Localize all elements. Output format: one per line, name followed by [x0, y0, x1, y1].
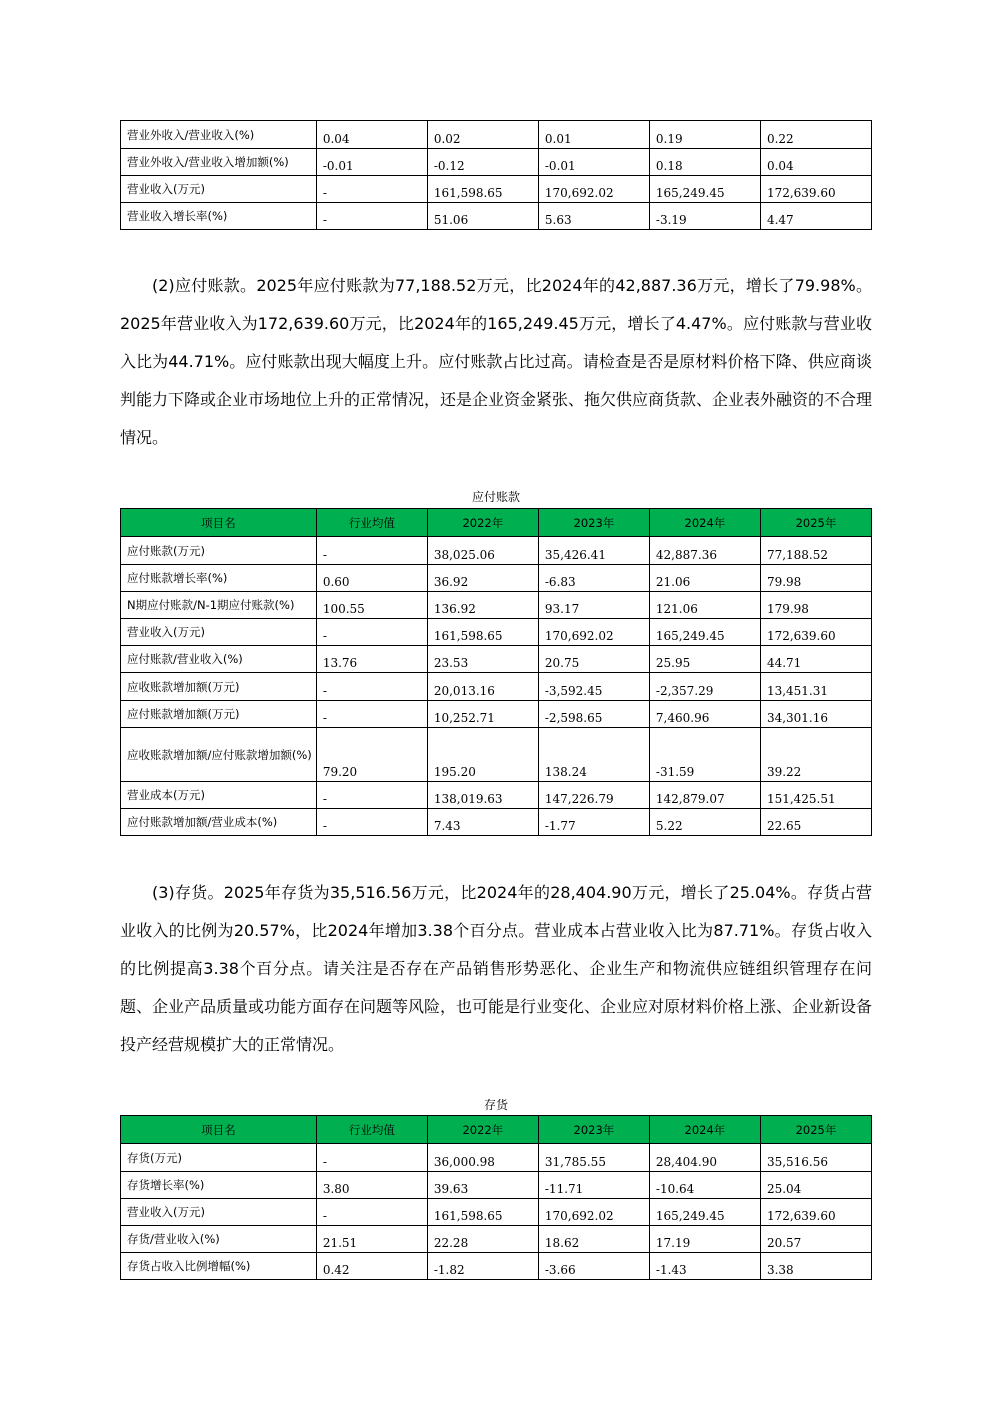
- table-cell: 172,639.60: [760, 176, 871, 203]
- table-row: [121, 728, 872, 782]
- table-cell: -31.59: [649, 728, 760, 782]
- table-row: [121, 565, 872, 592]
- table-cell: 79.98: [760, 565, 871, 592]
- table-cell: 161,598.65: [427, 176, 538, 203]
- table-cell: 13.76: [316, 646, 427, 673]
- column-header: 2023年: [538, 509, 649, 537]
- table-cell: 22.28: [427, 1226, 538, 1253]
- table-cell: -0.01: [538, 149, 649, 176]
- row-label: 应付账款增加额/营业成本(%): [121, 809, 317, 836]
- row-label: 营业外收入/营业收入(%): [121, 121, 317, 149]
- inventory-table-caption: 存货: [483, 1098, 508, 1112]
- table-cell: -10.64: [649, 1172, 760, 1199]
- row-label: 营业外收入/营业收入增加额(%): [121, 149, 317, 176]
- table-cell: 0.18: [649, 149, 760, 176]
- table-cell: 21.06: [649, 565, 760, 592]
- table-cell: 195.20: [427, 728, 538, 782]
- table-cell: 38,025.06: [427, 537, 538, 565]
- column-header: 2024年: [649, 509, 760, 537]
- table-cell: 170,692.02: [538, 619, 649, 646]
- table-row: [121, 701, 872, 728]
- section-3-paragraph: (3)存货。2025年存货为35,516.56万元，比2024年的28,404.90万元，增长了25.04%。存货占营业收入的比例为20.57%，比2024年增加3.38个百分点。营业成本占营业收入比为87.71%。存货占收入的比例提高3.38个百分点。请关注是否存在产品销售形势恶化、企业生产和物流供应链组织管理存在问题、企业产品质量或功能方面存在问题等风险，也可能是行业变化、企业应对原材料价格上涨、企业新设备投产经营规模扩大的正常情况。: [120, 883, 873, 1054]
- row-label: 营业收入增长率(%): [121, 203, 317, 230]
- table-cell: 36.92: [427, 565, 538, 592]
- table-cell: 0.42: [316, 1253, 427, 1280]
- table-cell: 142,879.07: [649, 782, 760, 809]
- table-cell: 7,460.96: [649, 701, 760, 728]
- table-row: [121, 1172, 872, 1199]
- table-cell: 35,516.56: [760, 1144, 871, 1172]
- table-cell: 121.06: [649, 592, 760, 619]
- row-label: 营业收入(万元): [121, 176, 317, 203]
- row-label: N期应付账款/N-1期应付账款(%): [121, 592, 317, 619]
- row-label: 营业收入(万元): [121, 619, 317, 646]
- column-header: 2024年: [649, 1116, 760, 1144]
- table-row: [121, 646, 872, 673]
- table-row: [121, 809, 872, 836]
- table-cell: 20.57: [760, 1226, 871, 1253]
- row-label: 应收账款增加额(万元): [121, 673, 317, 701]
- table-cell: 34,301.16: [760, 701, 871, 728]
- column-header: 行业均值: [316, 1116, 427, 1144]
- table-cell: -3.66: [538, 1253, 649, 1280]
- table-cell: 0.01: [538, 121, 649, 149]
- table-cell: 5.63: [538, 203, 649, 230]
- table-cell: 44.71: [760, 646, 871, 673]
- table-cell: -2,357.29: [649, 673, 760, 701]
- column-header: 2025年: [760, 509, 871, 537]
- table-cell: 0.02: [427, 121, 538, 149]
- table-cell: 138,019.63: [427, 782, 538, 809]
- table-cell: -3.19: [649, 203, 760, 230]
- table-cell: 100.55: [316, 592, 427, 619]
- table-row: [121, 176, 872, 203]
- table-cell: 151,425.51: [760, 782, 871, 809]
- table-cell: -0.01: [316, 149, 427, 176]
- table-cell: 79.20: [316, 728, 427, 782]
- table-row: [121, 673, 872, 701]
- table-cell: 13,451.31: [760, 673, 871, 701]
- table-cell: 0.60: [316, 565, 427, 592]
- table-cell: 172,639.60: [760, 619, 871, 646]
- table-row: [121, 121, 872, 149]
- table-cell: -: [316, 537, 427, 565]
- table-cell: -: [316, 176, 427, 203]
- row-label: 应收账款增加额/应付账款增加额(%): [121, 728, 317, 782]
- table-cell: 165,249.45: [649, 176, 760, 203]
- table-cell: 0.04: [316, 121, 427, 149]
- table-cell: -: [316, 1144, 427, 1172]
- table-cell: 172,639.60: [760, 1199, 871, 1226]
- table-row: [121, 782, 872, 809]
- table-cell: 170,692.02: [538, 1199, 649, 1226]
- table-cell: -: [316, 673, 427, 701]
- table-cell: 7.43: [427, 809, 538, 836]
- table-cell: 147,226.79: [538, 782, 649, 809]
- row-label: 存货占收入比例增幅(%): [121, 1253, 317, 1280]
- table-cell: -11.71: [538, 1172, 649, 1199]
- table-cell: 179.98: [760, 592, 871, 619]
- table-row: [121, 619, 872, 646]
- table-cell: 161,598.65: [427, 1199, 538, 1226]
- table-cell: 20,013.16: [427, 673, 538, 701]
- table-row: [121, 1226, 872, 1253]
- table-cell: 17.19: [649, 1226, 760, 1253]
- table-cell: 136.92: [427, 592, 538, 619]
- table-row: [121, 149, 872, 176]
- table-cell: 21.51: [316, 1226, 427, 1253]
- table-cell: 22.65: [760, 809, 871, 836]
- table-cell: 36,000.98: [427, 1144, 538, 1172]
- table-cell: 161,598.65: [427, 619, 538, 646]
- table-cell: 39.63: [427, 1172, 538, 1199]
- table-cell: 138.24: [538, 728, 649, 782]
- inventory-table: [120, 1115, 872, 1280]
- table-cell: -3,592.45: [538, 673, 649, 701]
- row-label: 存货/营业收入(%): [121, 1226, 317, 1253]
- table-cell: 93.17: [538, 592, 649, 619]
- table-cell: 0.04: [760, 149, 871, 176]
- table-cell: 39.22: [760, 728, 871, 782]
- row-label: 应付账款增长率(%): [121, 565, 317, 592]
- table-cell: -: [316, 701, 427, 728]
- column-header: 行业均值: [316, 509, 427, 537]
- table-cell: 0.19: [649, 121, 760, 149]
- row-label: 营业收入(万元): [121, 1199, 317, 1226]
- table-cell: 42,887.36: [649, 537, 760, 565]
- table-cell: 170,692.02: [538, 176, 649, 203]
- table-cell: 5.22: [649, 809, 760, 836]
- column-header: 2022年: [427, 509, 538, 537]
- table-cell: 77,188.52: [760, 537, 871, 565]
- row-label: 存货增长率(%): [121, 1172, 317, 1199]
- table-cell: 0.22: [760, 121, 871, 149]
- table-cell: -: [316, 809, 427, 836]
- column-header: 项目名: [121, 509, 317, 537]
- table-cell: 3.38: [760, 1253, 871, 1280]
- table-cell: -: [316, 619, 427, 646]
- table-cell: -1.43: [649, 1253, 760, 1280]
- table-row: [121, 537, 872, 565]
- table-cell: 35,426.41: [538, 537, 649, 565]
- table-cell: 18.62: [538, 1226, 649, 1253]
- table-cell: 25.95: [649, 646, 760, 673]
- table-cell: 23.53: [427, 646, 538, 673]
- table-cell: 4.47: [760, 203, 871, 230]
- row-label: 营业成本(万元): [121, 782, 317, 809]
- table-cell: -2,598.65: [538, 701, 649, 728]
- table-cell: 51.06: [427, 203, 538, 230]
- row-label: 存货(万元): [121, 1144, 317, 1172]
- table-cell: 165,249.45: [649, 619, 760, 646]
- table-row: [121, 1144, 872, 1172]
- column-header: 2025年: [760, 1116, 871, 1144]
- row-label: 应付账款(万元): [121, 537, 317, 565]
- table-cell: -: [316, 782, 427, 809]
- table-cell: 28,404.90: [649, 1144, 760, 1172]
- column-header: 2023年: [538, 1116, 649, 1144]
- table-cell: -1.82: [427, 1253, 538, 1280]
- table-cell: 3.80: [316, 1172, 427, 1199]
- row-label: 应付账款/营业收入(%): [121, 646, 317, 673]
- table-cell: -6.83: [538, 565, 649, 592]
- income-ratio-table: [120, 120, 872, 230]
- table-cell: -: [316, 1199, 427, 1226]
- table-row: [121, 592, 872, 619]
- table-cell: -0.12: [427, 149, 538, 176]
- table-cell: 20.75: [538, 646, 649, 673]
- section-2-paragraph: (2)应付账款。2025年应付账款为77,188.52万元，比2024年的42,887.36万元，增长了79.98%。2025年营业收入为172,639.60万元，比2024年的165,249.45万元，增长了4.47%。应付账款与营业收入比为44.71%。应付账款出现大幅度上升。应付账款占比过高。请检查是否是原材料价格下降、供应商谈判能力下降或企业市场地位上升的正常情况，还是企业资金紧张、拖欠供应商货款、企业表外融资的不合理情况。: [120, 276, 873, 447]
- table-cell: 165,249.45: [649, 1199, 760, 1226]
- payables-table: [120, 508, 872, 836]
- table-row: [121, 1199, 872, 1226]
- table-cell: 10,252.71: [427, 701, 538, 728]
- table-row: [121, 203, 872, 230]
- column-header: 2022年: [427, 1116, 538, 1144]
- column-header: 项目名: [121, 1116, 317, 1144]
- table-cell: 25.04: [760, 1172, 871, 1199]
- table-cell: -: [316, 203, 427, 230]
- table-cell: -1.77: [538, 809, 649, 836]
- table-row: [121, 1253, 872, 1280]
- table-cell: 31,785.55: [538, 1144, 649, 1172]
- payables-table-caption: 应付账款: [471, 490, 520, 504]
- row-label: 应付账款增加额(万元): [121, 701, 317, 728]
